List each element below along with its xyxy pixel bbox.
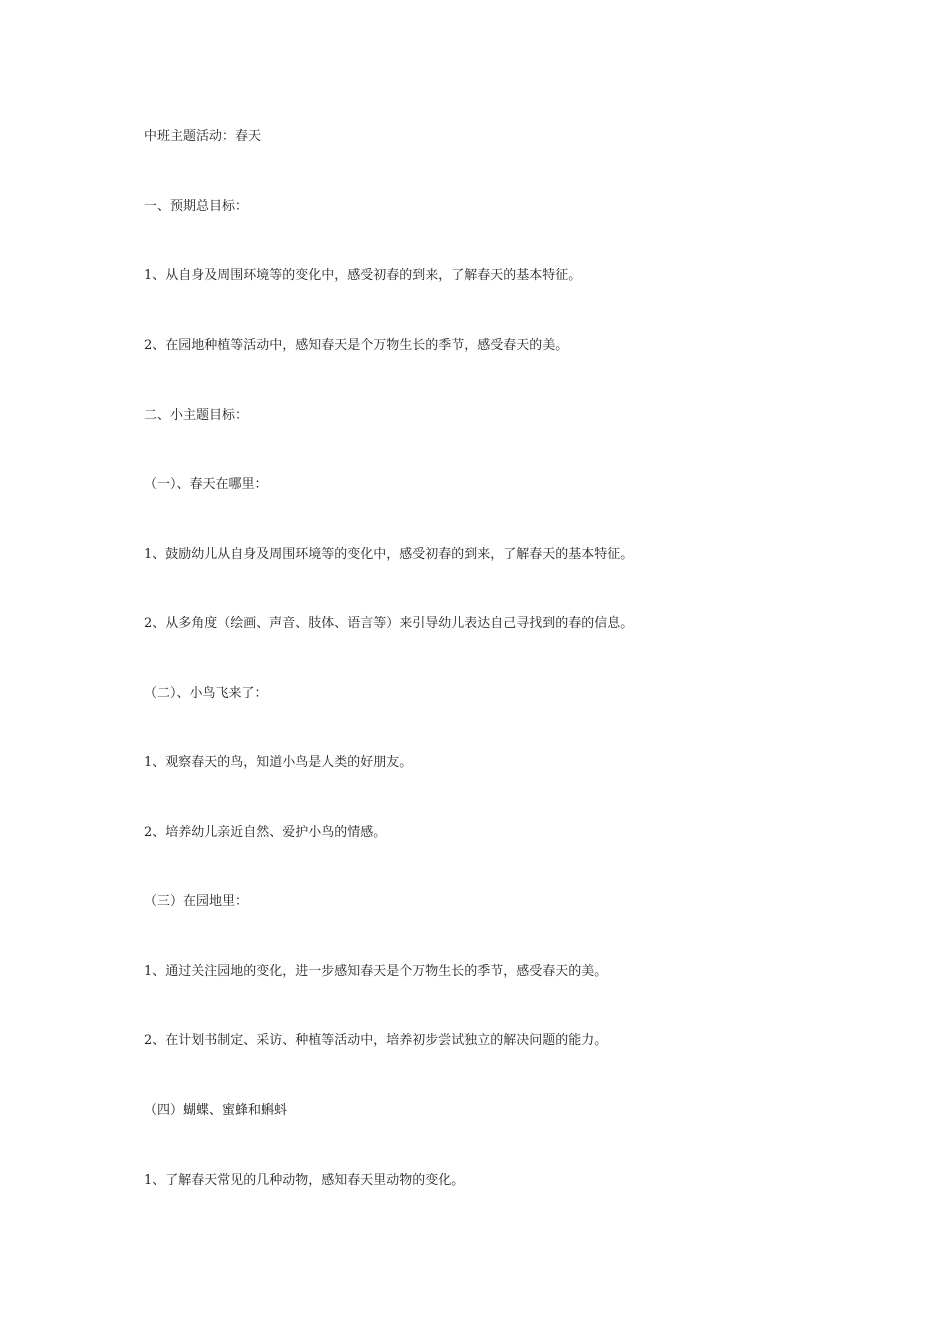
subsection-heading: （三）在园地里： — [144, 894, 249, 909]
section-heading-subtheme-goals: 二、小主题目标： — [144, 408, 249, 423]
section-heading-goals: 一、预期总目标： — [144, 199, 249, 214]
paragraph: 2、在计划书制定、采访、种植等活动中，培养初步尝试独立的解决问题的能力。 — [144, 1033, 608, 1048]
paragraph: 2、在园地种植等活动中，感知春天是个万物生长的季节，感受春天的美。 — [144, 338, 569, 353]
paragraph: 1、从自身及周围环境等的变化中，感受初春的到来，了解春天的基本特征。 — [144, 268, 582, 283]
subsection-heading: （二）、小鸟飞来了： — [144, 686, 268, 701]
paragraph: 1、观察春天的鸟，知道小鸟是人类的好朋友。 — [144, 755, 413, 770]
subsection-heading: （一）、春天在哪里： — [144, 477, 268, 492]
document-title: 中班主题活动：春天 — [144, 129, 262, 144]
subsection-heading: （四）蝴蝶、蜜蜂和蝌蚪 — [144, 1103, 288, 1118]
paragraph: 1、通过关注园地的变化，进一步感知春天是个万物生长的季节，感受春天的美。 — [144, 964, 608, 979]
paragraph: 2、培养幼儿亲近自然、爱护小鸟的情感。 — [144, 825, 387, 840]
paragraph: 1、了解春天常见的几种动物，感知春天里动物的变化。 — [144, 1173, 465, 1188]
paragraph: 1、鼓励幼儿从自身及周围环境等的变化中，感受初春的到来，了解春天的基本特征。 — [144, 547, 634, 562]
paragraph: 2、从多角度（绘画、声音、肢体、语言等）来引导幼儿表达自己寻找到的春的信息。 — [144, 616, 634, 631]
